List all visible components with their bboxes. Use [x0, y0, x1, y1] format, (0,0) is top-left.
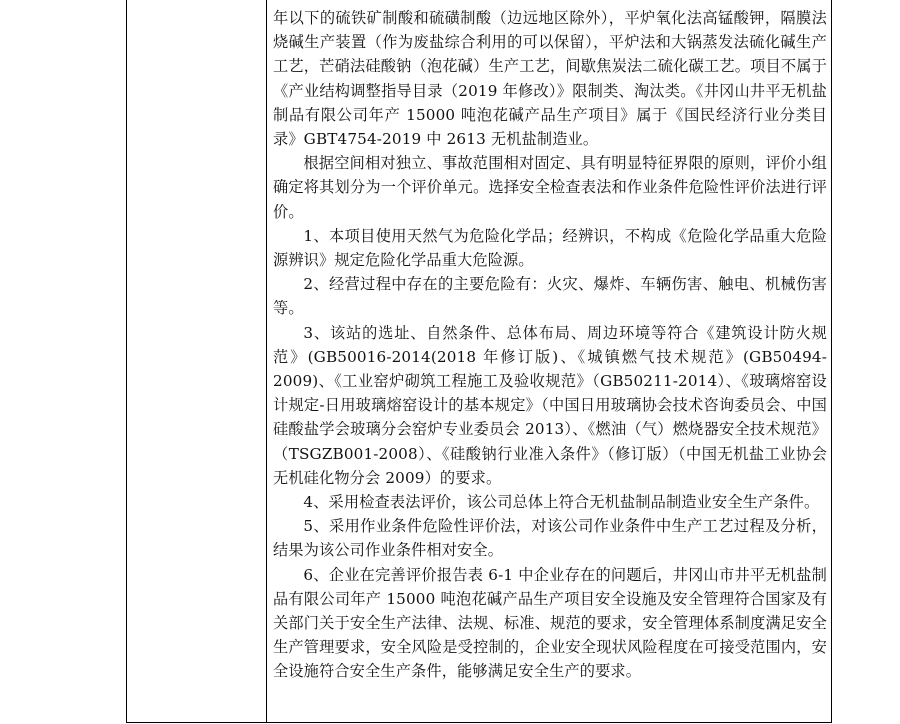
paragraph-conclusion-5: 5、采用作业条件危险性评价法，对该公司作业条件中生产工艺过程及分析，结果为该公司作业条件相对安全。 — [273, 517, 827, 560]
paragraph-continuation: 年以下的硫铁矿制酸和硫磺制酸（边远地区除外），平炉氧化法高锰酸钾，隔膜法烧碱生产装置（作为废盐综合利用的可以保留），平炉法和大锅蒸发法硫化碱生产工艺，芒硝法硅酸钠（泡花碱）生产工艺，间歇焦炭法二硫化碳工艺。项目不属于《产业结构调整指导目录（2019 年修改）》限制类、淘汰类。《井冈山井平无机盐制品有限公司年产 15000 吨泡花碱产品生产项目》属于《国民经济行业分类目录》GBT4754-2019 中 2613 无机盐制造业。 — [273, 9, 827, 149]
table-left-cell — [127, 0, 266, 722]
paragraph-conclusion-3: 3、该站的选址、自然条件、总体布局、周边环境等符合《建筑设计防火规范》(GB50016-2014(2018 年修订版)、《城镇燃气技术规范》(GB50494-2009)、《工业窑炉砌筑工程施工及验收规范》（GB50211-2014）、《玻璃熔窑设计规定-日用玻璃熔窑设计的基本规定》（中国日用玻璃协会技术咨询委员会、中国硅酸盐学会玻璃分会窑炉专业委员会 2013）、《燃油（气）燃烧器安全技术规范》（TSGZB001-2008）、《硅酸钠行业准入条件》（修订版）（中国无机盐工业协会无机硅化物分会 2009）的要求。 — [273, 323, 827, 487]
table-content-cell — [267, 0, 831, 722]
paragraph-conclusion-6: 6、企业在完善评价报告表 6-1 中企业存在的问题后，井冈山市井平无机盐制品有限公司年产 15000 吨泡花碱产品生产项目安全设施及安全管理符合国家及有关部门关于安全生产法律、法规、标准、规范的要求，安全管理体系制度满足安全生产管理要求，安全风险是受控制的，企业安全现状风险程度在可接受范围内，安全设施符合安全生产条件，能够满足安全生产的要求。 — [273, 565, 827, 681]
paragraph-evaluation-unit: 根据空间相对独立、事故范围相对固定、具有明显特征界限的原则，评价小组确定将其划分为一个评价单元。选择安全检查表法和作业条件危险性评价法进行评价。 — [273, 154, 827, 221]
table-frame — [126, 0, 832, 723]
paragraph-conclusion-2: 2、经营过程中存在的主要危险有：火灾、爆炸、车辆伤害、触电、机械伤害等。 — [273, 275, 827, 318]
paragraph-conclusion-4: 4、采用检查表法评价，该公司总体上符合无机盐制品制造业安全生产条件。 — [303, 493, 820, 512]
paragraph-conclusion-1: 1、本项目使用天然气为危险化学品；经辨识，不构成《危险化学品重大危险源辨识》规定危险化学品重大危险源。 — [273, 226, 827, 270]
